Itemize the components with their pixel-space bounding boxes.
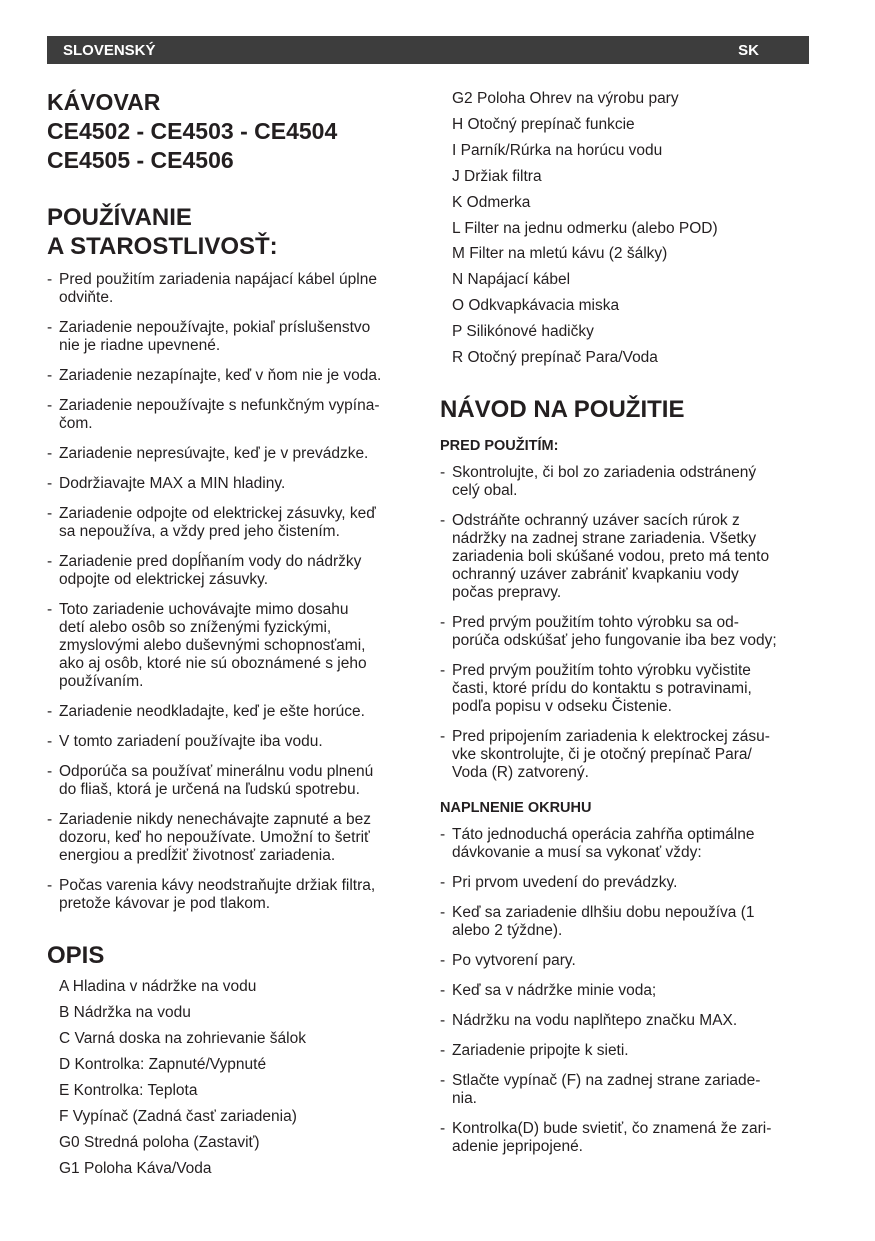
list-item-line: Zariadenie nikdy nenechávajte zapnuté a bez (59, 811, 371, 828)
list-item (47, 271, 422, 307)
parts-list-continued (440, 86, 820, 371)
list-item-line: detí alebo osôb so zníženými fyzickými, (59, 619, 332, 636)
list-item-line: Kontrolka(D) bude svietiť, čo znamená že zari- (452, 1119, 772, 1137)
list-item-line: energiou a predĺžiť životnosť zariadenia. (59, 847, 336, 864)
part-item: C Varná doska na zohrievanie šálok (59, 1030, 306, 1047)
list-item-line: Odporúča sa používať minerálnu vodu plnenú (59, 763, 374, 780)
list-item (440, 952, 820, 970)
bullet-dash: - (47, 445, 53, 462)
part-item: H Otočný prepínač funkcie (452, 115, 635, 133)
usage-heading-line: POUŽÍVANIE (47, 204, 192, 231)
bullet-dash: - (47, 553, 53, 570)
bullet-dash: - (47, 703, 53, 720)
usage-care-heading (47, 203, 422, 261)
list-item (440, 464, 820, 500)
list-item (440, 874, 820, 892)
bullet-dash: - (47, 811, 53, 828)
list-item-line: odviňte. (59, 289, 114, 306)
bullet-dash: - (440, 1119, 446, 1137)
bullet-dash: - (440, 873, 446, 891)
list-item (47, 733, 422, 751)
language-header-bar (47, 36, 809, 64)
list-item (47, 475, 422, 493)
product-title-line: CE4502 - CE4503 - CE4504 (47, 118, 338, 144)
part-item: K Odmerka (452, 193, 531, 211)
list-item-line: používaním. (59, 673, 144, 690)
bullet-dash: - (440, 981, 446, 999)
part-item: L Filter na jednu odmerku (alebo POD) (452, 219, 718, 237)
list-item-line: Zariadenie odpojte od elektrickej zásuvky, keď (59, 505, 376, 522)
list-item (47, 553, 422, 589)
part-item: I Parník/Rúrka na horúcu vodu (452, 141, 663, 159)
list-item-line: celý obal. (452, 481, 518, 499)
list-item (440, 614, 820, 650)
list-item-line: nie je riadne upevnené. (59, 337, 221, 354)
list-item-line: ako aj osôb, ktoré nie sú oboznámené s jeho (59, 655, 367, 672)
list-item (47, 601, 422, 691)
list-item-line: Zariadenie pred dopĺňaním vody do nádržky (59, 553, 362, 570)
list-item (440, 512, 820, 602)
list-item-line: Pred prvým použitím tohto výrobku sa od- (452, 613, 739, 631)
bullet-dash: - (47, 397, 53, 414)
list-item-line: časti, ktoré prídu do kontaktu s potravinami, (452, 679, 752, 697)
list-item-line: Zariadenie neodkladajte, keď je ešte horúce. (59, 703, 365, 720)
list-item (47, 445, 422, 463)
list-item (440, 982, 820, 1000)
part-item: N Napájací kábel (452, 271, 571, 289)
list-item-line: V tomto zariadení používajte iba vodu. (59, 733, 323, 750)
list-item (47, 703, 422, 721)
product-title (47, 88, 422, 175)
list-item-line: nádržky na zadnej strane zariadenia. Všetky (452, 529, 757, 547)
before-use-list (440, 464, 820, 782)
fill-circuit-list (440, 826, 820, 1156)
list-item-line: alebo 2 týždne). (452, 921, 563, 939)
list-item (440, 728, 820, 782)
list-item-line: zmyslovými alebo duševnými schopnosťami, (59, 637, 366, 654)
list-item-line: čom. (59, 415, 93, 432)
list-item (47, 811, 422, 865)
list-item-line: nia. (452, 1089, 477, 1107)
list-item (47, 319, 422, 355)
part-item: J Držiak filtra (452, 167, 542, 185)
bullet-dash: - (440, 661, 446, 679)
opis-parts-list (47, 974, 422, 1182)
list-item-line: Zariadenie pripojte k sieti. (452, 1041, 629, 1059)
part-item: O Odkvapkávacia miska (452, 297, 620, 315)
list-item-line: podľa popisu v odseku Čistenie. (452, 697, 672, 715)
part-item: G0 Stredná poloha (Zastaviť) (59, 1134, 260, 1151)
list-item-line: počas prepravy. (452, 583, 562, 601)
part-item: E Kontrolka: Teplota (59, 1082, 198, 1099)
list-item-line: sa nepoužíva, a vždy pred jeho čistením. (59, 523, 340, 540)
list-item (440, 1072, 820, 1108)
list-item (47, 763, 422, 799)
product-title-line: KÁVOVAR (47, 89, 161, 115)
list-item-line: Počas varenia kávy neodstraňujte držiak filtra, (59, 877, 376, 894)
list-item (440, 1120, 820, 1156)
list-item-line: Po vytvorení pary. (452, 951, 576, 969)
fill-circuit-heading: NAPLNENIE OKRUHU (440, 799, 592, 816)
list-item (440, 826, 820, 862)
list-item (47, 505, 422, 541)
language-label: SLOVENSKÝ (63, 41, 156, 59)
part-item: B Nádržka na vodu (59, 1004, 191, 1021)
part-item: F Vypínač (Zadná časť zariadenia) (59, 1108, 297, 1125)
part-item: D Kontrolka: Zapnuté/Vypnuté (59, 1056, 267, 1073)
right-column (440, 86, 820, 1168)
product-title-line: CE4505 - CE4506 (47, 147, 234, 173)
part-item: G1 Poloha Káva/Voda (59, 1160, 212, 1177)
bullet-dash: - (440, 463, 446, 481)
bullet-dash: - (47, 733, 53, 750)
language-code: SK (738, 41, 759, 59)
bullet-dash: - (47, 505, 53, 522)
bullet-dash: - (47, 877, 53, 894)
list-item-line: Dodržiavajte MAX a MIN hladiny. (59, 475, 286, 492)
list-item-line: Nádržku na vodu naplňtepo značku MAX. (452, 1011, 738, 1029)
bullet-dash: - (440, 951, 446, 969)
bullet-dash: - (440, 511, 446, 529)
list-item-line: Keď sa zariadenie dlhšiu dobu nepoužíva (1 (452, 903, 755, 921)
list-item-line: Pri prvom uvedení do prevádzky. (452, 873, 678, 891)
list-item-line: Zariadenie nezapínajte, keď v ňom nie je voda. (59, 367, 382, 384)
bullet-dash: - (440, 613, 446, 631)
list-item-line: porúča odskúšať jeho fungovanie iba bez vody; (452, 631, 777, 649)
instructions-heading: NÁVOD NA POUŽITIE (440, 395, 685, 423)
list-item-line: Voda (R) zatvorený. (452, 763, 589, 781)
list-item-line: odpojte od elektrickej zásuvky. (59, 571, 269, 588)
list-item-line: Zariadenie nepoužívajte s nefunkčným vypína- (59, 397, 380, 414)
list-item-line: do fliaš, ktorá je určená na ľudskú spotrebu. (59, 781, 360, 798)
list-item-line: Zariadenie nepoužívajte, pokiaľ príslušenstvo (59, 319, 371, 336)
list-item-line: ochranný uzáver zabrániť kvapkaniu vody (452, 565, 739, 583)
bullet-dash: - (440, 1071, 446, 1089)
list-item-line: Stlačte vypínač (F) na zadnej strane zariade- (452, 1071, 761, 1089)
bullet-dash: - (47, 367, 53, 384)
bullet-dash: - (47, 475, 53, 492)
list-item-line: Zariadenie nepresúvajte, keď je v prevádzke. (59, 445, 369, 462)
bullet-dash: - (440, 903, 446, 921)
bullet-dash: - (440, 1041, 446, 1059)
list-item (440, 1042, 820, 1060)
bullet-dash: - (47, 763, 53, 780)
bullet-dash: - (440, 825, 446, 843)
list-item (47, 367, 422, 385)
bullet-dash: - (440, 727, 446, 745)
bullet-dash: - (47, 601, 53, 618)
list-item-line: Skontrolujte, či bol zo zariadenia odstránený (452, 463, 757, 481)
usage-care-list (47, 271, 422, 913)
list-item-line: pretože kávovar je pod tlakom. (59, 895, 271, 912)
list-item-line: Keď sa v nádržke minie voda; (452, 981, 657, 999)
list-item-line: zariadenia boli skúšané vodou, preto má tento (452, 547, 770, 565)
list-item (47, 877, 422, 913)
list-item-line: Pred pripojením zariadenia k elektrockej zásu- (452, 727, 770, 745)
list-item-line: Táto jednoduchá operácia zahŕňa optimálne (452, 825, 755, 843)
list-item-line: Pred použitím zariadenia napájací kábel úplne (59, 271, 377, 288)
bullet-dash: - (47, 319, 53, 336)
before-use-heading: PRED POUŽITÍM: (440, 437, 559, 454)
opis-heading: OPIS (47, 942, 105, 969)
list-item-line: dávkovanie a musí sa vykonať vždy: (452, 843, 702, 861)
part-item: G2 Poloha Ohrev na výrobu pary (452, 90, 679, 107)
list-item (47, 397, 422, 433)
list-item-line: vke skontrolujte, či je otočný prepínač Para/ (452, 745, 752, 763)
list-item (440, 1012, 820, 1030)
left-column (47, 88, 422, 1182)
list-item (440, 904, 820, 940)
part-item: M Filter na mletú kávu (2 šálky) (452, 245, 668, 263)
part-item: R Otočný prepínač Para/Voda (452, 349, 658, 367)
bullet-dash: - (47, 271, 53, 288)
list-item-line: Toto zariadenie uchovávajte mimo dosahu (59, 601, 349, 618)
list-item-line: Pred prvým použitím tohto výrobku vyčistite (452, 661, 751, 679)
list-item (440, 662, 820, 716)
list-item-line: Odstráňte ochranný uzáver sacích rúrok z (452, 511, 740, 529)
part-item: P Silikónové hadičky (452, 323, 594, 341)
usage-heading-line: A STAROSTLIVOSŤ: (47, 233, 278, 260)
list-item-line: dozoru, keď ho nepoužívate. Umožní to šetriť (59, 829, 370, 846)
list-item-line: adenie jepripojené. (452, 1137, 583, 1155)
part-item: A Hladina v nádržke na vodu (59, 978, 257, 995)
bullet-dash: - (440, 1011, 446, 1029)
